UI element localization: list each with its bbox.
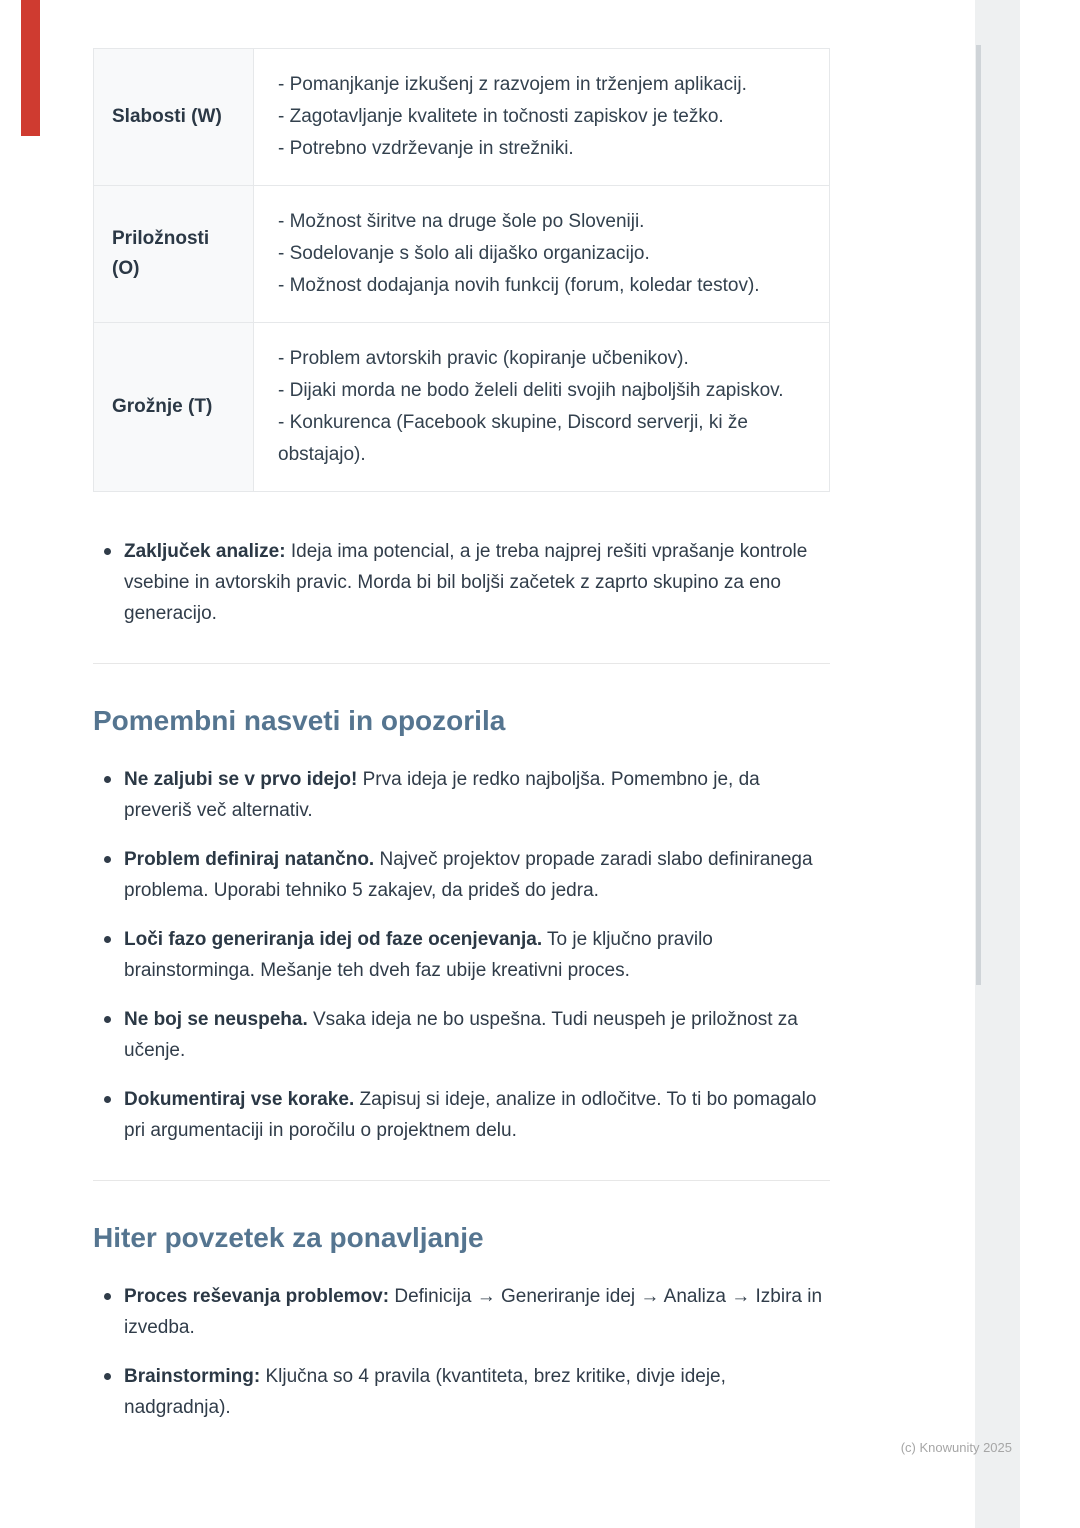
scrollbar-thumb[interactable] [976, 45, 981, 985]
bullet-dot [104, 1373, 111, 1380]
bullet-lead: Brainstorming: [124, 1366, 261, 1387]
section-divider [93, 1180, 830, 1181]
bullet-text [124, 769, 760, 821]
row-content [254, 49, 829, 185]
list-item [93, 1281, 830, 1343]
list-item [93, 1004, 830, 1066]
table-item: - Pomanjkanje izkušenj z razvojem in trženjem aplikacij. [278, 74, 747, 95]
bullet-body: Zapisuj si ideje, analize in odločitve. To ti bo pomagalo pri argumentaciji in poročilu o projektnem delu. [124, 1089, 817, 1141]
table-row [94, 322, 829, 491]
bullet-lead: Ne boj se neuspeha. [124, 1009, 308, 1030]
section-heading-summary: Hiter povzetek za ponavljanje [93, 1222, 484, 1253]
bullet-dot [104, 776, 111, 783]
scrollbar-track[interactable] [975, 0, 1020, 1528]
bullet-dot [104, 548, 111, 555]
document-content [93, 0, 830, 1441]
row-content [254, 186, 829, 322]
bullet-text [124, 929, 713, 981]
bullet-text [124, 1286, 822, 1338]
table-item: - Problem avtorskih pravic (kopiranje učbenikov). [278, 348, 689, 369]
section-heading-tips: Pomembni nasveti in opozorila [93, 705, 506, 736]
table-item: - Zagotavljanje kvalitete in točnosti zapiskov je težko. [278, 106, 724, 127]
table-item: - Potrebno vzdrževanje in strežniki. [278, 138, 574, 159]
copyright-text: (c) Knowunity 2025 [900, 1440, 1012, 1455]
table-item: - Dijaki morda ne bodo želeli deliti svojih najboljših zapiskov. [278, 380, 784, 401]
bullet-lead: Zaključek analize: [124, 541, 286, 562]
table-item: - Sodelovanje s šolo ali dijaško organizacijo. [278, 243, 650, 264]
bullet-text [124, 1366, 726, 1418]
bullet-dot [104, 1016, 111, 1023]
section-divider [93, 663, 830, 664]
list-item-conclusion [93, 536, 830, 629]
row-label-opportunities: Priložnosti (O) [94, 186, 254, 322]
bullet-lead: Ne zaljubi se v prvo idejo! [124, 769, 358, 790]
list-item [93, 1361, 830, 1423]
swot-table [93, 48, 830, 492]
bullet-body: Vsaka ideja ne bo uspešna. Tudi neuspeh je priložnost za učenje. [124, 1009, 798, 1061]
table-item: - Možnost širitve na druge šole po Sloveniji. [278, 211, 645, 232]
bullet-dot [104, 936, 111, 943]
list-item [93, 1084, 830, 1146]
table-row [94, 185, 829, 322]
list-item [93, 844, 830, 906]
bullet-lead: Problem definiraj natančno. [124, 849, 375, 870]
bullet-body: Prva ideja je redko najboljša. Pomembno je, da preveriš več alternativ. [124, 769, 760, 821]
row-content [254, 323, 829, 491]
list-item [93, 764, 830, 826]
bullet-text [124, 541, 807, 624]
table-row [94, 49, 829, 185]
bullet-body: Definicija → Generiranje idej → Analiza → Izbira in izvedba. [124, 1286, 823, 1338]
bullet-dot [104, 1293, 111, 1300]
bullet-body: Ideja ima potencial, a je treba najprej rešiti vprašanje kontrole vsebine in avtorskih pravic. Morda bi bil boljši začetek z zaprto skupino za eno generacijo. [124, 541, 808, 624]
bullet-dot [104, 856, 111, 863]
bullet-text [124, 849, 813, 901]
bullet-text [124, 1089, 816, 1141]
bullet-dot [104, 1096, 111, 1103]
bullet-lead: Proces reševanja problemov: [124, 1286, 390, 1307]
bullet-text [124, 1009, 798, 1061]
bullet-body: To je ključno pravilo brainstorminga. Mešanje teh dveh faz ubije kreativni proces. [124, 929, 713, 981]
bullet-body: Največ projektov propade zaradi slabo definiranega problema. Uporabi tehniko 5 zakajev, da prideš do jedra. [124, 849, 813, 901]
bullet-lead: Dokumentiraj vse korake. [124, 1089, 355, 1110]
red-accent-bar [21, 0, 40, 136]
row-label-weaknesses: Slabosti (W) [94, 49, 254, 185]
bullet-body: Ključna so 4 pravila (kvantiteta, brez kritike, divje ideje, nadgradnja). [124, 1366, 726, 1418]
table-item: - Možnost dodajanja novih funkcij (forum, koledar testov). [278, 275, 760, 296]
bullet-lead: Loči fazo generiranja idej od faze ocenjevanja. [124, 929, 543, 950]
table-item: - Konkurenca (Facebook skupine, Discord serverji, ki že obstajajo). [278, 412, 748, 465]
list-item [93, 924, 830, 986]
row-label-threats: Grožnje (T) [94, 323, 254, 491]
